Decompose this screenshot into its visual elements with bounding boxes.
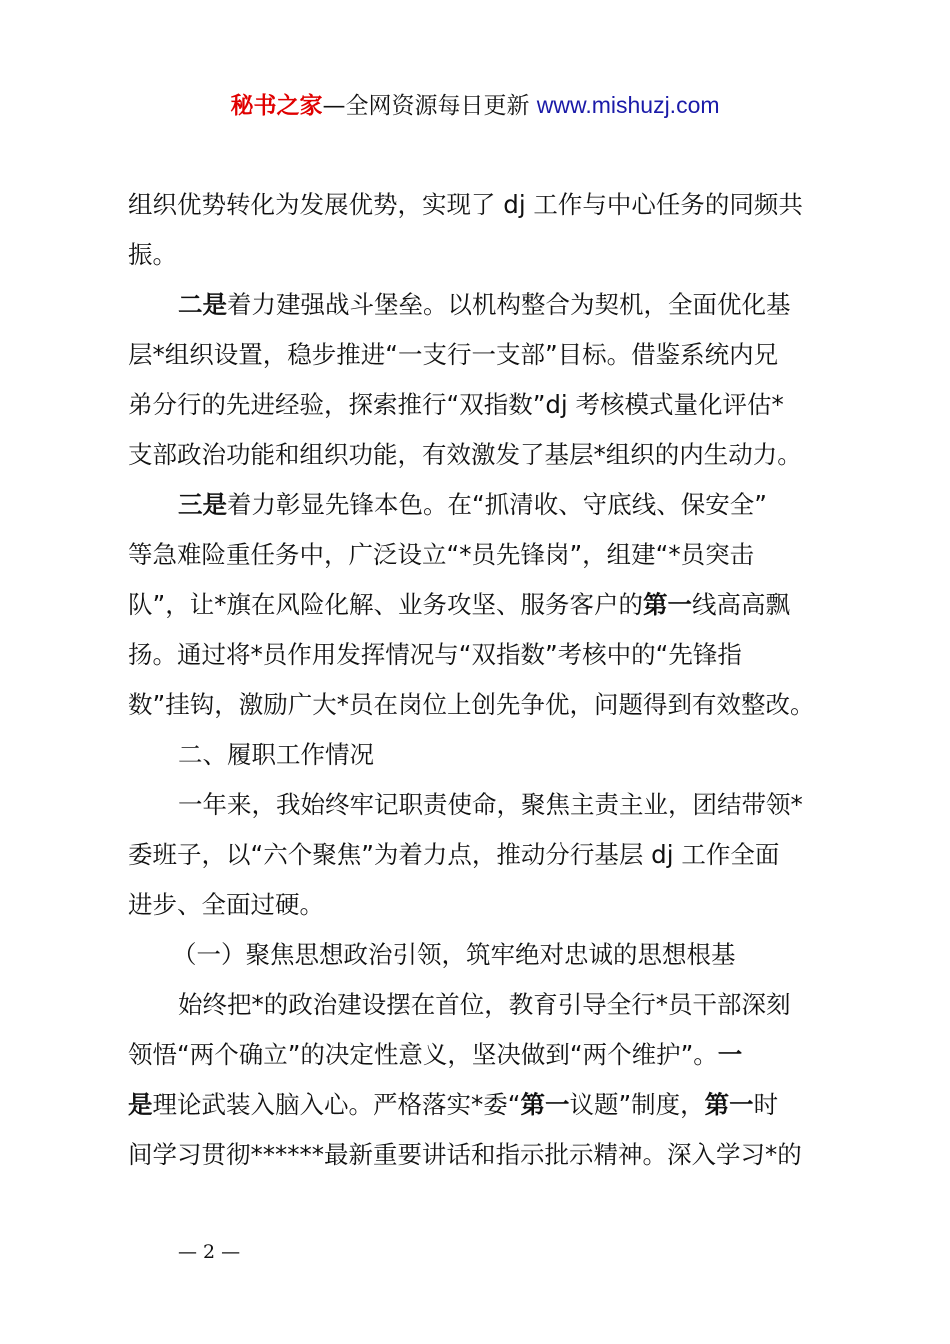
paragraph-line <box>128 180 836 230</box>
paragraph-line <box>128 880 836 930</box>
site-brand: 秘书之家 <box>230 93 323 119</box>
paragraph-line <box>128 380 836 430</box>
text-run: 振。 <box>128 240 177 269</box>
bold-run: 第一 <box>704 1090 754 1119</box>
paragraph-line <box>128 330 836 380</box>
text-run: 理论武装入脑入心。严格落实*委“ <box>152 1090 521 1119</box>
paragraph-line <box>128 1130 836 1180</box>
document-body <box>128 180 836 1180</box>
text-run: 间学习贯彻******最新重要讲话和指示批示精神。深入学习*的 <box>128 1140 802 1169</box>
text-run: 弟分行的先进经验，探索推行“双指数”dj 考核模式量化评估* <box>128 390 784 419</box>
paragraph-line <box>128 980 836 1030</box>
bold-run: 三是 <box>178 490 227 519</box>
bold-run: 第一 <box>520 1090 570 1119</box>
paragraph-line <box>128 630 836 680</box>
text-run: 委班子，以“六个聚焦”为着力点，推动分行基层 dj 工作全面 <box>128 840 780 869</box>
text-run: 支部政治功能和组织功能，有效激发了基层*组织的内生动力。 <box>128 440 802 469</box>
text-run: 一年来，我始终牢记职责使命，聚焦主责主业，团结带领* <box>178 790 803 819</box>
text-run: 线高高飘 <box>691 590 790 619</box>
paragraph-line <box>128 480 836 530</box>
site-header <box>0 88 950 123</box>
bold-run: 二是 <box>178 290 227 319</box>
text-run: 着力建强战斗堡垒。以机构整合为契机，全面优化基 <box>227 290 791 319</box>
paragraph-line <box>128 580 836 630</box>
text-run: 队”，让*旗在风险化解、业务攻坚、服务客户的 <box>128 590 643 619</box>
text-run: 时 <box>753 1090 779 1119</box>
paragraph-line <box>128 780 836 830</box>
site-tagline: —全网资源每日更新 <box>322 93 537 119</box>
text-run: 层*组织设置，稳步推进“一支行一支部”目标。借鉴系统内兄 <box>128 340 779 369</box>
subsection-heading <box>128 930 836 980</box>
text-run: 数”挂钩，激励广大*员在岗位上创先争优，问题得到有效整改。 <box>128 690 815 719</box>
text-run: 议题”制度， <box>569 1090 705 1119</box>
bold-run: 是 <box>128 1090 153 1119</box>
paragraph-line <box>128 830 836 880</box>
paragraph-line <box>128 1030 836 1080</box>
page-number: — 2 — <box>178 1241 241 1263</box>
paragraph-line <box>128 230 836 280</box>
text-run: 等急难险重任务中，广泛设立“*员先锋岗”，组建“*员突击 <box>128 540 755 569</box>
text-run: 组织优势转化为发展优势，实现了 dj 工作与中心任务的同频共 <box>128 190 803 219</box>
paragraph-line <box>128 430 836 480</box>
text-run: 进步、全面过硬。 <box>128 890 324 919</box>
text-run: 领悟“两个确立”的决定性意义，坚决做到“两个维护”。 <box>128 1040 718 1069</box>
paragraph-line <box>128 530 836 580</box>
bold-run: 第一 <box>642 590 692 619</box>
paragraph-line <box>128 280 836 330</box>
text-run: 着力彰显先锋本色。在“抓清收、守底线、保安全” <box>227 490 767 519</box>
paragraph-line <box>128 680 836 730</box>
text-run: 扬。通过将*员作用发挥情况与“双指数”考核中的“先锋指 <box>128 640 742 669</box>
text-run: （一）聚焦思想政治引领，筑牢绝对忠诚的思想根基 <box>172 940 736 969</box>
section-heading <box>128 730 836 780</box>
paragraph-line <box>128 1080 836 1130</box>
bold-run: 一 <box>717 1040 743 1069</box>
site-url[interactable]: www.mishuzj.com <box>536 92 720 118</box>
text-run: 二、履职工作情况 <box>178 740 374 769</box>
text-run: 始终把*的政治建设摆在首位，教育引导全行*员干部深刻 <box>178 990 791 1019</box>
